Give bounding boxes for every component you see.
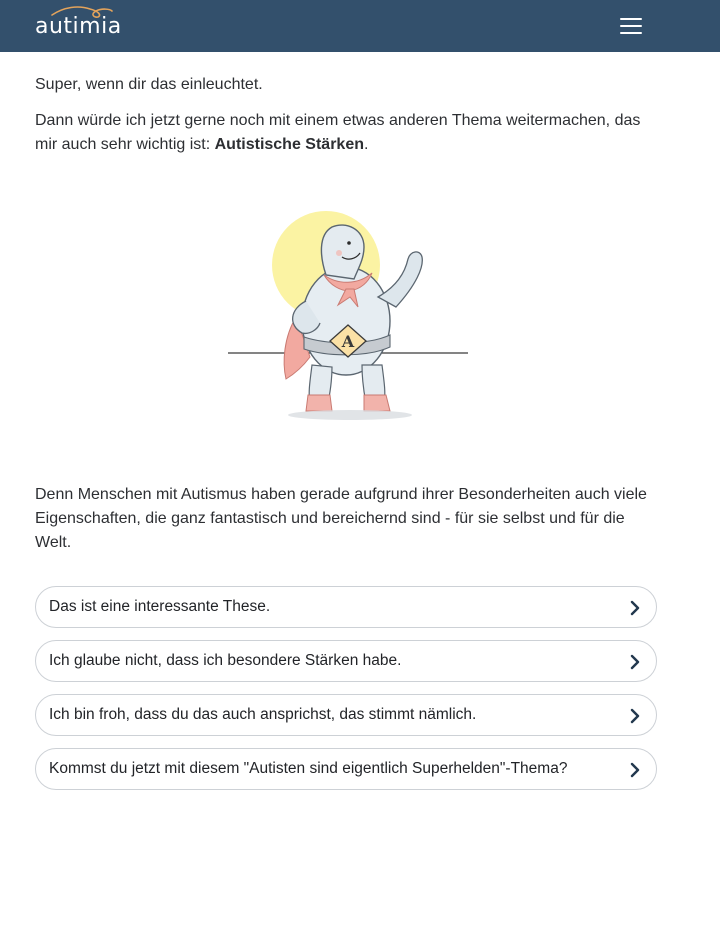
chat-message-highlight: Autistische Stärken <box>214 136 364 153</box>
chevron-right-icon <box>628 708 642 724</box>
chat-message-punctuation: . <box>364 136 369 153</box>
autimia-logo[interactable]: autimia <box>35 14 122 39</box>
hamburger-menu-icon <box>620 18 642 20</box>
answer-option-button[interactable] <box>35 640 657 682</box>
superhero-turtle-illustration <box>228 197 470 427</box>
answer-option-button[interactable] <box>35 586 657 628</box>
chevron-right-icon <box>628 654 642 670</box>
answer-option-label: Ich glaube nicht, dass ich besondere Stärken habe. <box>49 652 402 669</box>
hamburger-menu-icon-bar <box>620 32 642 34</box>
top-navigation-bar <box>0 0 720 52</box>
answer-option-button[interactable] <box>35 694 657 736</box>
answer-option-label: Das ist eine interessante These. <box>49 598 271 615</box>
answer-options <box>35 586 657 802</box>
chat-message-text: Dann würde ich jetzt gerne noch mit einem etwas anderen Thema weitermachen, das mir auch sehr wichtig ist: <box>35 112 641 153</box>
chat-message <box>35 109 665 157</box>
answer-option-button[interactable] <box>35 748 657 790</box>
chat-message: Super, wenn dir das einleuchtet. <box>35 76 263 93</box>
menu-button[interactable] <box>614 12 648 40</box>
chat-message: Denn Menschen mit Autismus haben gerade aufgrund ihrer Besonderheiten auch viele Eigenschaften, die ganz fantastisch und bereichernd sind - für sie selbst und für die Welt. <box>35 486 647 551</box>
answer-option-label: Ich bin froh, dass du das auch ansprichst, das stimmt nämlich. <box>49 706 477 723</box>
hamburger-menu-icon-bar <box>620 25 642 27</box>
chevron-right-icon <box>628 600 642 616</box>
badge-letter: A <box>341 332 355 351</box>
chevron-right-icon <box>628 762 642 778</box>
answer-option-label: Kommst du jetzt mit diesem "Autisten sind eigentlich Superhelden"-Thema? <box>49 760 568 777</box>
